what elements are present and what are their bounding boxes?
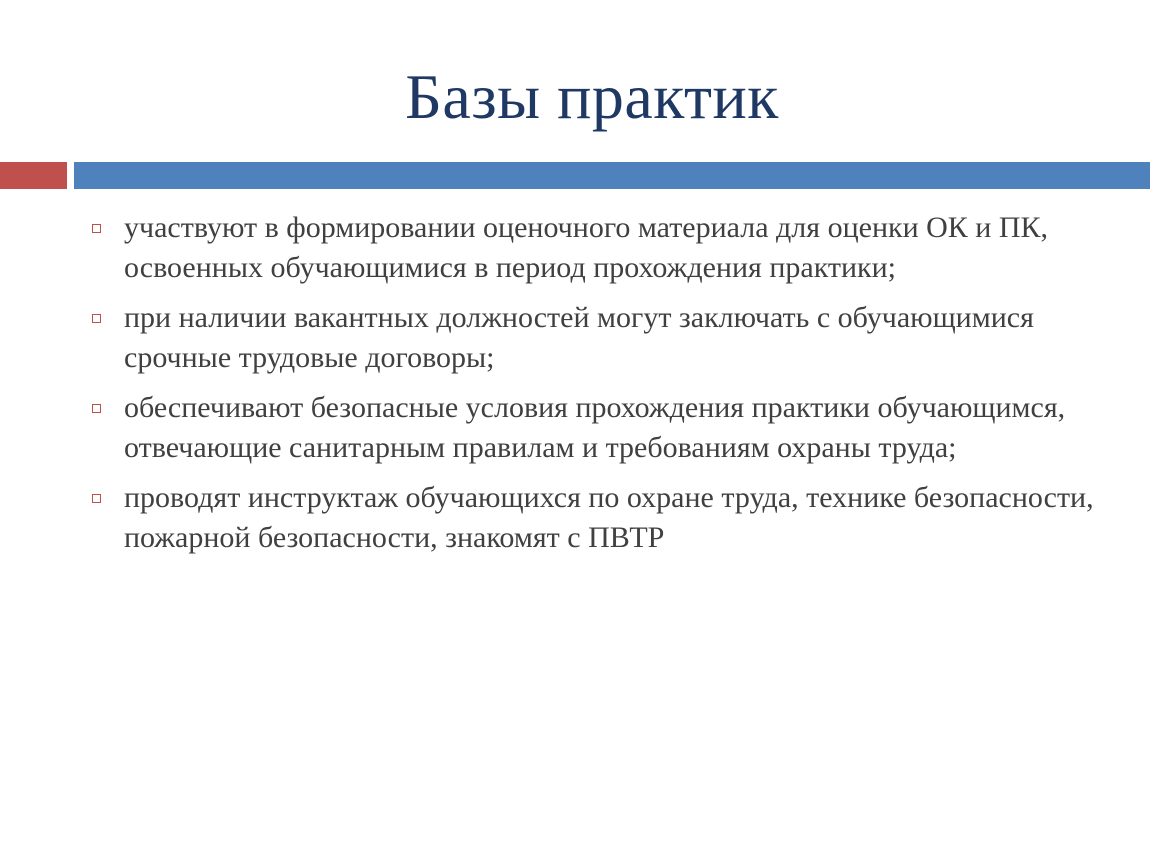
hollow-square-icon [92,404,101,413]
bullet-text: при наличии вакантных должностей могут заключать с обучающимися срочные трудовые договоры; [124,301,1034,374]
hollow-square-icon [92,224,101,233]
bullet-item [92,298,1102,378]
bullet-item [92,478,1102,558]
title-underline-accent-red [0,162,67,189]
hollow-square-icon [92,494,101,503]
bullet-item [92,208,1102,288]
bullet-text: проводят инструктаж обучающихся по охране труда, технике безопасности, пожарной безопасности, знакомят с ПВТР [124,481,1094,554]
slide-title: Базы практик [405,61,779,132]
bullet-text: обеспечивают безопасные условия прохождения практики обучающимся, отвечающие санитарным правилам и требованиям охраны труда; [124,391,1066,464]
bullet-item [92,388,1102,468]
title-underline-accent-blue [74,162,1150,189]
hollow-square-icon [92,314,101,323]
bullet-list [92,208,1102,568]
bullet-text: участвуют в формировании оценочного материала для оценки ОК и ПК, освоенных обучающимися в период прохождения практики; [124,211,1049,284]
